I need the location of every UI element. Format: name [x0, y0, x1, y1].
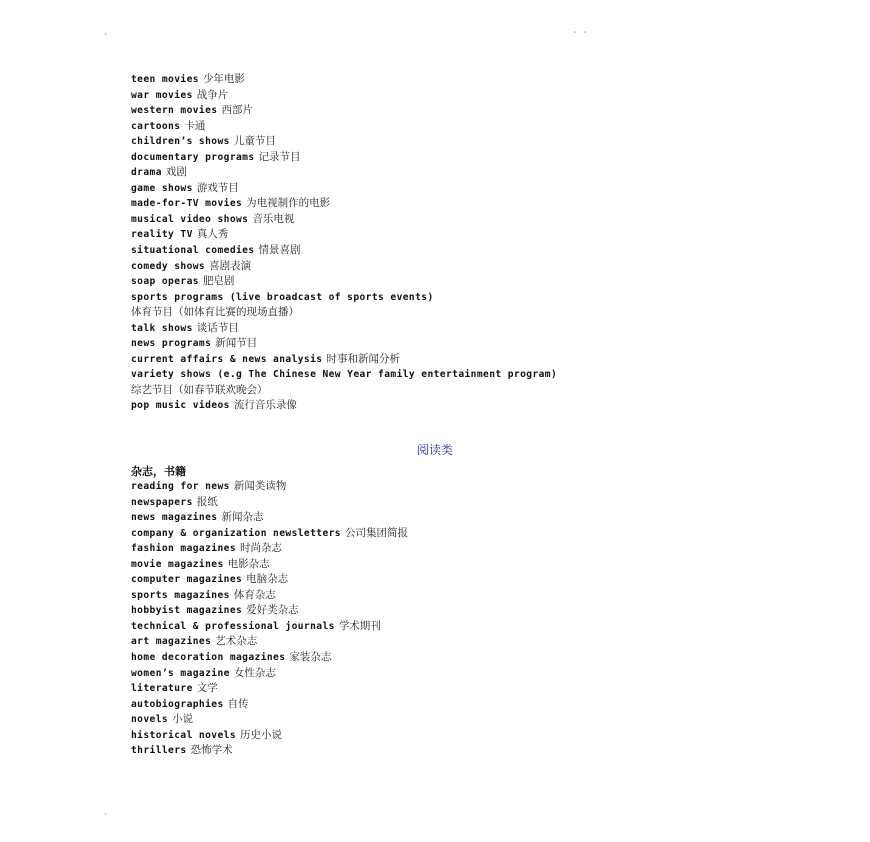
term-english: current affairs & news analysis	[131, 353, 323, 365]
term-english: reality TV	[131, 229, 193, 241]
term-chinese: 记录节目	[258, 150, 301, 163]
list-item	[131, 557, 731, 573]
term-chinese: 儿童节目	[233, 135, 276, 148]
term-chinese: 音乐电视	[252, 212, 295, 225]
term-chinese: 新闻节目	[215, 337, 258, 350]
term-chinese: 艺术杂志	[215, 635, 258, 648]
term-chinese: 电脑杂志	[246, 573, 289, 586]
term-english: thrillers	[131, 745, 187, 757]
list-item	[131, 603, 731, 619]
term-english: made-for-TV movies	[131, 198, 243, 210]
term-english: newspapers	[131, 496, 193, 508]
term-chinese: 游戏节目	[196, 181, 239, 194]
term-english: home decoration magazines	[131, 652, 286, 664]
term-chinese: 综艺节目（如春节联欢晚会）	[131, 383, 268, 396]
term-english: variety shows (e.g The Chinese New Year family entertainment program)	[131, 369, 558, 381]
term-english: teen movies	[131, 74, 199, 85]
list-item	[131, 712, 731, 728]
term-english: women’s magazine	[131, 667, 230, 679]
term-chinese: 电影杂志	[227, 557, 270, 570]
term-english: movie magazines	[131, 558, 224, 570]
term-chinese: 西部片	[221, 104, 253, 117]
list-item	[131, 274, 731, 290]
term-english: news magazines	[131, 512, 218, 524]
term-english: pop music videos	[131, 400, 230, 412]
term-chinese: 公司集团简报	[344, 526, 408, 539]
list-item	[131, 650, 731, 666]
term-chinese: 时事和新闻分析	[326, 352, 400, 365]
term-english: literature	[131, 683, 193, 695]
term-english: hobbyist magazines	[131, 605, 243, 617]
list-item	[131, 479, 731, 495]
corner-mark-top-right: - -	[573, 27, 589, 38]
term-chinese: 恐怖学术	[190, 744, 233, 757]
term-chinese: 谈话节目	[196, 321, 239, 334]
list-item	[131, 119, 731, 135]
list-item	[131, 367, 731, 383]
term-english: historical novels	[131, 729, 236, 741]
term-english: talk shows	[131, 322, 193, 334]
term-chinese: 新闻类读物	[233, 480, 287, 492]
term-english: comedy shows	[131, 260, 206, 272]
term-english: situational comedies	[131, 245, 255, 257]
tv-program-list	[131, 72, 731, 414]
term-english: cartoons	[131, 120, 181, 132]
list-item	[131, 510, 731, 526]
term-english: autobiographies	[131, 698, 224, 710]
subheading: 杂志，书籍	[131, 465, 186, 478]
term-chinese: 卡通	[184, 119, 206, 132]
term-english: children’s shows	[131, 136, 230, 148]
list-item	[131, 321, 731, 337]
list-item	[131, 165, 731, 181]
term-chinese: 戏剧	[165, 166, 187, 179]
term-chinese: 爱好类杂志	[246, 604, 299, 617]
term-chinese: 自传	[227, 697, 249, 710]
list-item	[131, 743, 731, 759]
term-chinese: 体育节目（如体育比赛的现场直播）	[131, 306, 299, 319]
list-item	[131, 88, 731, 104]
term-english: technical & professional journals	[131, 620, 335, 632]
term-english: fashion magazines	[131, 543, 236, 555]
term-chinese: 喜剧表演	[209, 259, 252, 272]
reading-list	[131, 479, 731, 759]
list-item	[131, 383, 731, 399]
term-chinese: 家装杂志	[289, 651, 332, 664]
list-item	[131, 634, 731, 650]
term-chinese: 战争片	[196, 88, 229, 101]
list-item	[131, 572, 731, 588]
list-item	[131, 398, 731, 414]
term-chinese: 少年电影	[202, 73, 245, 85]
list-item	[131, 227, 731, 243]
list-item	[131, 588, 731, 604]
term-chinese: 情景喜剧	[258, 244, 301, 257]
term-english: news programs	[131, 338, 212, 350]
list-item	[131, 336, 731, 352]
term-chinese: 学术期刊	[338, 619, 381, 632]
term-chinese: 小说	[172, 713, 194, 726]
term-english: western movies	[131, 105, 218, 117]
term-chinese: 流行音乐录像	[233, 399, 297, 412]
list-item	[131, 681, 731, 697]
list-item	[131, 495, 731, 511]
term-english: computer magazines	[131, 574, 243, 586]
term-chinese: 真人秀	[196, 228, 229, 241]
term-chinese: 为电视制作的电影	[246, 197, 331, 210]
corner-mark-bottom-left: .	[104, 807, 108, 818]
term-chinese: 历史小说	[240, 728, 282, 741]
list-item	[131, 103, 731, 119]
term-chinese: 文学	[196, 682, 218, 695]
term-english: musical video shows	[131, 213, 249, 225]
list-item	[131, 541, 731, 557]
list-item	[131, 290, 731, 306]
list-item	[131, 352, 731, 368]
term-chinese: 肥皂剧	[202, 275, 235, 288]
term-english: reading for news	[131, 481, 230, 492]
list-item	[131, 150, 731, 166]
term-chinese: 报纸	[196, 495, 218, 508]
term-english: documentary programs	[131, 151, 255, 163]
section-title: 阅读类	[416, 443, 453, 457]
list-item	[131, 305, 731, 321]
list-item	[131, 134, 731, 150]
term-english: art magazines	[131, 636, 212, 648]
list-item	[131, 526, 731, 542]
list-item	[131, 243, 731, 259]
term-english: company & organization newsletters	[131, 527, 341, 539]
term-english: sports programs (live broadcast of sports events)	[131, 291, 434, 303]
list-item	[131, 72, 731, 88]
list-item	[131, 666, 731, 682]
term-chinese: 女性杂志	[233, 666, 276, 679]
list-item	[131, 728, 731, 744]
term-chinese: 体育杂志	[233, 588, 276, 601]
list-item	[131, 181, 731, 197]
list-item	[131, 259, 731, 275]
term-english: soap operas	[131, 276, 199, 288]
term-chinese: 新闻杂志	[221, 511, 264, 524]
term-chinese: 时尚杂志	[240, 542, 282, 555]
corner-mark-top-left: -	[104, 29, 108, 40]
term-english: game shows	[131, 182, 193, 194]
term-english: drama	[131, 167, 162, 179]
list-item	[131, 619, 731, 635]
list-item	[131, 196, 731, 212]
list-item	[131, 697, 731, 713]
term-english: novels	[131, 714, 169, 726]
term-english: sports magazines	[131, 589, 230, 601]
list-item	[131, 212, 731, 228]
term-english: war movies	[131, 89, 193, 101]
